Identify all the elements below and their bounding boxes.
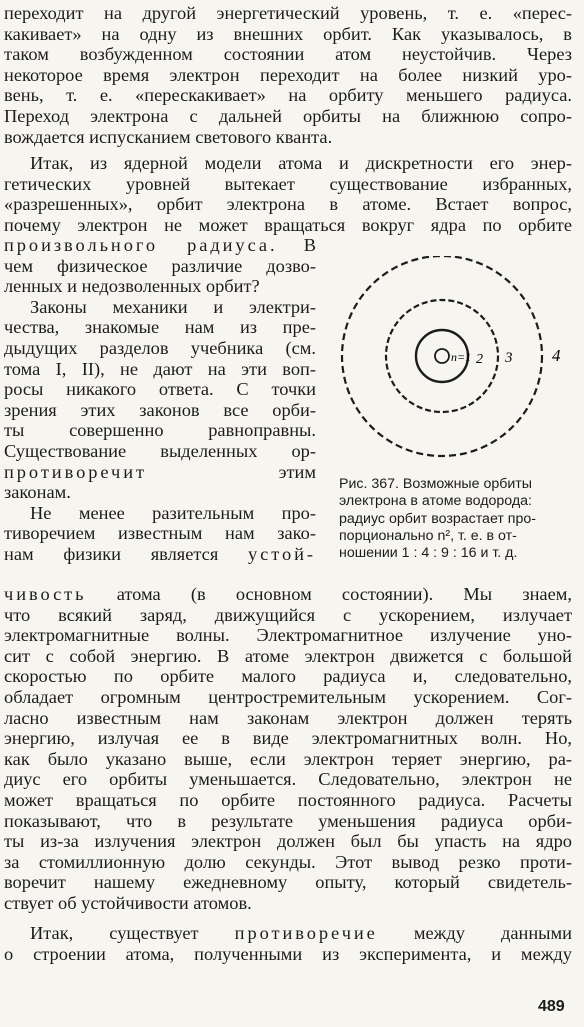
page-number: 489: [538, 998, 565, 1015]
text-line: почему электрон не может вращаться вокруг ядра по орбите: [4, 214, 572, 235]
orbit-1: [435, 349, 449, 363]
emphasized-text: устой-: [248, 543, 316, 564]
text-line: росы никакого ответа. С точки: [4, 379, 316, 400]
emphasized-text: произвольного радиуса.: [4, 235, 278, 255]
text-line: что всякий заряд, движущийся с ускорением, излучает: [4, 604, 572, 625]
text-line: Законы механики и электри-: [30, 296, 316, 317]
text-line: ты совершенно равноправны.: [4, 420, 316, 441]
orbit-diagram: [334, 256, 574, 478]
text-line: энергию, излучая ее в виде электромагнитных волн. Но,: [4, 728, 572, 749]
text-line: может вращаться по орбите постоянного радиуса. Расчеты: [4, 789, 572, 810]
paragraph-1: [4, 3, 572, 147]
paragraph-4: [4, 584, 572, 914]
caption-line: порционально n², т. е. в от-: [339, 527, 517, 544]
caption-line: Рис. 367. Возможные орбиты: [339, 476, 532, 492]
figure-caption: [339, 476, 573, 562]
orbit-label-1: n=1: [451, 350, 472, 364]
orbit-label-2: 2: [476, 352, 483, 367]
text-line: нам физики является устой-: [4, 543, 316, 564]
text-line: произвольного радиуса. В: [4, 235, 316, 255]
text-line: показывают, что в результате уменьшения радиуса орби-: [4, 810, 572, 831]
text-line: Существование выделенных ор-: [4, 440, 316, 461]
text-line: вень, т. е. «перескакивает» на орбиту меньшего радиуса.: [4, 85, 572, 106]
text-line: Итак, существует противоречие между данными: [30, 923, 572, 943]
text-line: как было указано выше, если электрон теряет энергию, ра-: [4, 748, 572, 769]
text-line: некоторое время электрон переходит на более низкий уро-: [4, 64, 572, 85]
text-line: таком возбужденном состоянии атом неустойчив. Через: [4, 44, 572, 65]
text-line: о строении атома, полученными из эксперимента, и между: [4, 943, 572, 964]
text-line: ласно известным нам законам электрон должен терять: [4, 707, 572, 728]
emphasized-text: чивость: [4, 584, 87, 604]
orbit-label-4: 4: [552, 346, 561, 365]
text-line: тиворечием известным нам зако-: [4, 523, 316, 544]
paragraph-5: [4, 923, 572, 964]
paragraph-2: [4, 153, 572, 235]
text-line: Переход электрона с дальней орбиты на ближнюю сопро-: [4, 105, 572, 126]
text-line: вождается испусканием светового кванта.: [4, 126, 333, 147]
text-line: чества, знакомые нам из пре-: [4, 317, 316, 338]
text-line: Не менее разительным про-: [30, 502, 316, 523]
orbit-label-3: 3: [505, 350, 513, 366]
text-line: воречит нашему ежедневному опыту, который свидетель-: [4, 872, 572, 893]
text-line: гетических уровней вытекает существование избранных,: [4, 173, 572, 194]
caption-line: ношении 1 : 4 : 9 : 16 и т. д.: [339, 545, 518, 562]
text-line: сит с собой энергию. В атоме электрон движется с большой: [4, 645, 572, 666]
text-line: Итак, из ядерной модели атома и дискретности его энер-: [30, 153, 572, 173]
text-line: диус его орбиты уменьшается. Следовательно, электрон не: [4, 769, 572, 790]
text-line: ствует об устойчивости атомов.: [4, 892, 252, 913]
text-line: электромагнитные волны. Электромагнитное излучение уно-: [4, 625, 572, 646]
text-line: дыдущих разделов учебника (см.: [4, 337, 316, 358]
text-line: тома I, II), не дают на эти воп-: [4, 358, 316, 379]
text-line: ленных и недозволенных орбит?: [4, 276, 260, 297]
emphasized-text: противоречит: [4, 461, 147, 482]
emphasized-text: противоречие: [234, 923, 378, 943]
narrow-column: [4, 235, 316, 565]
text-line: обладает огромным центростремительным ускорением. Сог-: [4, 686, 572, 707]
text-line: за стомиллионную долю секунды. Этот вывод резко проти-: [4, 851, 572, 872]
caption-line: электрона в атоме водорода:: [339, 493, 532, 510]
text-line: законам.: [4, 482, 71, 503]
text-line: зрения этих законов все орби-: [4, 399, 316, 420]
text-line: противоречит этим: [4, 461, 316, 482]
text-line: переходит на другой энергетический уровень, т. е. «перес-: [4, 3, 572, 23]
text-line: ты из-за излучения электрон должен был бы упасть на ядро: [4, 831, 572, 852]
text-line: скоростью по орбите малого радиуса и, следовательно,: [4, 666, 572, 687]
text-line: чем физическое различие дозво-: [4, 255, 316, 276]
text-line: «разрешенных», орбит электрона в атоме. Встает вопрос,: [4, 194, 572, 215]
text-line: какивает» на одну из внешних орбит. Как указывалось, в: [4, 23, 572, 44]
caption-line: радиус орбит возрастает про-: [339, 510, 536, 527]
text-line: чивость атома (в основном состоянии). Мы знаем,: [4, 584, 572, 604]
